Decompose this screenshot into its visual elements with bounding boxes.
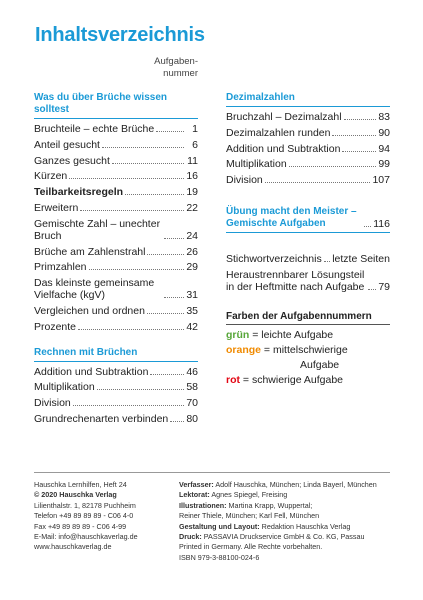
toc-entry-page: 107: [372, 174, 390, 187]
dot-leader: [89, 269, 184, 270]
imprint-line: Lilienthalstr. 1, 82178 Puchheim: [34, 500, 136, 510]
toc-entry-page: 80: [186, 412, 198, 425]
toc-entry-label: Teilbarkeitsregeln: [34, 186, 124, 199]
dot-leader: [289, 166, 376, 167]
toc-entry-label: Erweitern: [34, 201, 79, 214]
toc-entry-loesungsteil[interactable]: [226, 269, 390, 293]
toc-entry[interactable]: [34, 321, 198, 333]
imprint-value: Redaktion Hauschka Verlag: [259, 521, 351, 531]
toc-entry[interactable]: [34, 413, 198, 425]
legend-green-word: grün: [226, 328, 250, 341]
legend-orange-cont: Aufgabe: [300, 358, 340, 371]
dot-leader: [332, 135, 376, 136]
toc-entry-page: 83: [378, 111, 390, 123]
toc-entry-label: Multiplikation: [34, 381, 95, 394]
legend-heading: Farben der Aufgabennummern: [226, 311, 390, 325]
imprint-label: Lektorat:: [179, 490, 210, 500]
toc-entry-uebung[interactable]: [226, 206, 390, 233]
imprint-publisher: [34, 480, 174, 553]
legend-red: [226, 374, 390, 386]
toc-entry-label: Division: [226, 174, 263, 187]
toc-entry-page: 31: [186, 289, 198, 302]
toc-entry-stichwortverzeichnis[interactable]: [226, 253, 390, 265]
toc-entry-page: letzte Seiten: [332, 252, 390, 265]
imprint-line: Fax +49 89 89 89 - C06 4-99: [34, 521, 127, 531]
toc-entry-label: Division: [34, 397, 71, 410]
dot-leader: [78, 329, 184, 330]
toc-entry[interactable]: [34, 246, 198, 258]
dot-leader: [102, 147, 184, 148]
toc-entry-label: Multiplikation: [226, 158, 287, 171]
toc-entry[interactable]: [34, 277, 198, 301]
toc-entry-label: Dezimalzahlen runden: [226, 126, 331, 139]
dot-leader: [112, 163, 184, 164]
toc-entry[interactable]: [34, 170, 198, 182]
toc-entry[interactable]: [226, 158, 390, 170]
dot-leader: [364, 226, 371, 227]
toc-entry-label: Grundrechenarten verbinden: [34, 412, 169, 425]
toc-entry-page: 90: [378, 126, 390, 139]
section-heading-dezimalzahlen: Dezimalzahlen: [226, 92, 390, 107]
aufgabennummer-line2: nummer: [163, 68, 198, 79]
imprint-value: Adolf Hauschka, München; Linda Bayerl, München: [213, 480, 377, 489]
dot-leader: [97, 389, 184, 390]
toc-entry-page: 94: [378, 142, 390, 155]
toc-entry-label: Kürzen: [34, 170, 68, 183]
toc-entry-page: 6: [192, 138, 198, 151]
aufgabennummer-header: [152, 56, 198, 80]
imprint-value: PASSAVIA Druckservice GmbH & Co. KG, Passau: [201, 532, 365, 542]
toc-entry-page: 26: [186, 245, 198, 258]
toc-entry-label: Bruchteile – echte Brüche: [34, 123, 155, 135]
toc-entry-label: Stichwortverzeichnis: [226, 252, 322, 265]
imprint-label: Druck:: [179, 532, 202, 542]
toc-entry-page: 58: [186, 381, 198, 394]
toc-entry[interactable]: [34, 202, 198, 214]
toc-entry[interactable]: [34, 155, 198, 167]
toc-list-rechnen: [34, 366, 198, 425]
toc-entry-page: 24: [186, 229, 198, 242]
page-title: Inhaltsverzeichnis: [35, 24, 205, 46]
dot-leader: [164, 297, 184, 298]
imprint-label: Illustrationen:: [179, 500, 227, 510]
toc-entry[interactable]: [34, 261, 198, 273]
toc-entry-page: 29: [186, 261, 198, 274]
imprint-isbn: ISBN 979-3-88100-024-6: [179, 552, 260, 562]
imprint-line: Telefon +49 89 89 89 - C06 4-0: [34, 511, 134, 521]
imprint-label: Verfasser:: [179, 480, 214, 489]
toc-list-dezimalzahlen: [226, 111, 390, 186]
toc-entry[interactable]: [34, 397, 198, 409]
toc-entry-label: Vergleichen und ordnen: [34, 304, 145, 317]
legend-red-text: = schwierige Aufgabe: [240, 373, 344, 386]
toc-entry[interactable]: [226, 143, 390, 155]
toc-entry-label: Addition und Subtraktion: [226, 142, 341, 155]
dot-leader: [368, 289, 376, 290]
toc-entry-label: Gemischte Zahl – unechter Bruch: [34, 217, 161, 242]
dot-leader: [170, 421, 184, 422]
toc-entry-page: 1: [192, 123, 198, 135]
legend-green: [226, 329, 390, 341]
toc-entry[interactable]: [34, 123, 198, 135]
dot-leader: [342, 151, 376, 152]
toc-entry[interactable]: [34, 139, 198, 151]
toc-entry-label: Übung macht den Meister – Gemischte Aufgaben: [226, 205, 357, 229]
toc-entry-label: Bruchzahl – Dezimalzahl: [226, 111, 342, 123]
toc-entry[interactable]: [34, 381, 198, 393]
toc-entry-label: Addition und Subtraktion: [34, 365, 149, 378]
toc-entry-label: Brüche am Zahlenstrahl: [34, 245, 146, 258]
imprint-printed: Printed in Germany. Alle Rechte vorbehalten.: [179, 542, 323, 552]
dot-leader: [156, 131, 184, 132]
toc-left-column: [34, 92, 198, 429]
toc-entry-label: Das kleinste gemeinsame Vielfache (kgV): [34, 277, 155, 302]
imprint-druck: [179, 532, 394, 542]
toc-entry-page: 11: [187, 154, 198, 167]
imprint-gestaltung: [179, 522, 394, 532]
toc-entry-label: Heraustrennbarer Lösungsteil in der Heftmitte nach Aufgabe: [226, 268, 365, 293]
imprint-value: Agnes Spiegel, Freising: [209, 490, 288, 500]
toc-entry[interactable]: [226, 174, 390, 186]
imprint-lektorat: [179, 490, 394, 500]
imprint-illustrationen: [179, 501, 394, 511]
legend-orange-text: = mittelschwierige: [261, 343, 348, 356]
toc-entry[interactable]: [34, 305, 198, 317]
imprint-label: Gestaltung und Layout:: [179, 521, 260, 531]
dot-leader: [164, 238, 184, 239]
toc-list-bruche: [34, 123, 198, 333]
dot-leader: [265, 182, 371, 183]
dot-leader: [324, 261, 331, 262]
toc-entry[interactable]: [34, 366, 198, 378]
dot-leader: [80, 210, 184, 211]
dot-leader: [73, 405, 184, 406]
dot-leader: [125, 194, 184, 195]
imprint-illustrationen-2: Reiner Thiele, München; Karl Fell, München: [179, 511, 320, 521]
dot-leader: [69, 178, 184, 179]
imprint-footer: [34, 472, 390, 562]
imprint-line: Hauschka Lernhilfen, Heft 24: [34, 480, 127, 489]
dot-leader: [147, 313, 184, 314]
legend-orange: [226, 344, 390, 356]
imprint-credits: [179, 480, 394, 563]
toc-entry-page: 16: [186, 170, 198, 183]
toc-entry-label: Prozente: [34, 320, 77, 333]
imprint-line[interactable]: E-Mail: info@hauschkaverlag.de: [34, 532, 138, 542]
toc-entry[interactable]: [34, 186, 198, 198]
dot-leader: [150, 374, 184, 375]
imprint-line: © 2020 Hauschka Verlag: [34, 490, 117, 500]
aufgabennummer-line1: Aufgaben-: [154, 56, 198, 67]
imprint-verfasser: [179, 480, 394, 490]
toc-entry-label: Anteil gesucht: [34, 138, 100, 151]
imprint-value: Martina Krapp, Wuppertal;: [226, 500, 313, 510]
toc-entry-page: 46: [186, 365, 198, 378]
toc-entry-page: 22: [186, 201, 198, 214]
toc-entry[interactable]: [34, 218, 198, 242]
toc-entry-label: Primzahlen: [34, 261, 87, 274]
toc-entry-label: Ganzes gesucht: [34, 154, 110, 167]
toc-entry-page: 99: [378, 158, 390, 171]
section-heading-rechnen: Rechnen mit Brüchen: [34, 347, 198, 362]
toc-entry[interactable]: [226, 111, 390, 123]
toc-entry-page: 116: [373, 217, 390, 230]
legend-orange-word: orange: [226, 343, 262, 356]
toc-entry-page: 35: [186, 304, 198, 317]
toc-entry-page: 70: [186, 397, 198, 410]
toc-entry[interactable]: [226, 127, 390, 139]
toc-entry-page: 42: [186, 320, 198, 333]
dot-leader: [344, 119, 376, 120]
toc-entry-page: 19: [186, 186, 198, 199]
section-heading-bruche: Was du über Brüche wissen solltest: [34, 92, 198, 119]
legend-red-word: rot: [226, 373, 240, 386]
legend-green-text: = leichte Aufgabe: [249, 328, 334, 341]
toc-entry-page: 79: [378, 280, 390, 293]
dot-leader: [147, 254, 184, 255]
imprint-line[interactable]: www.hauschkaverlag.de: [34, 542, 112, 552]
toc-right-column: [226, 92, 390, 389]
